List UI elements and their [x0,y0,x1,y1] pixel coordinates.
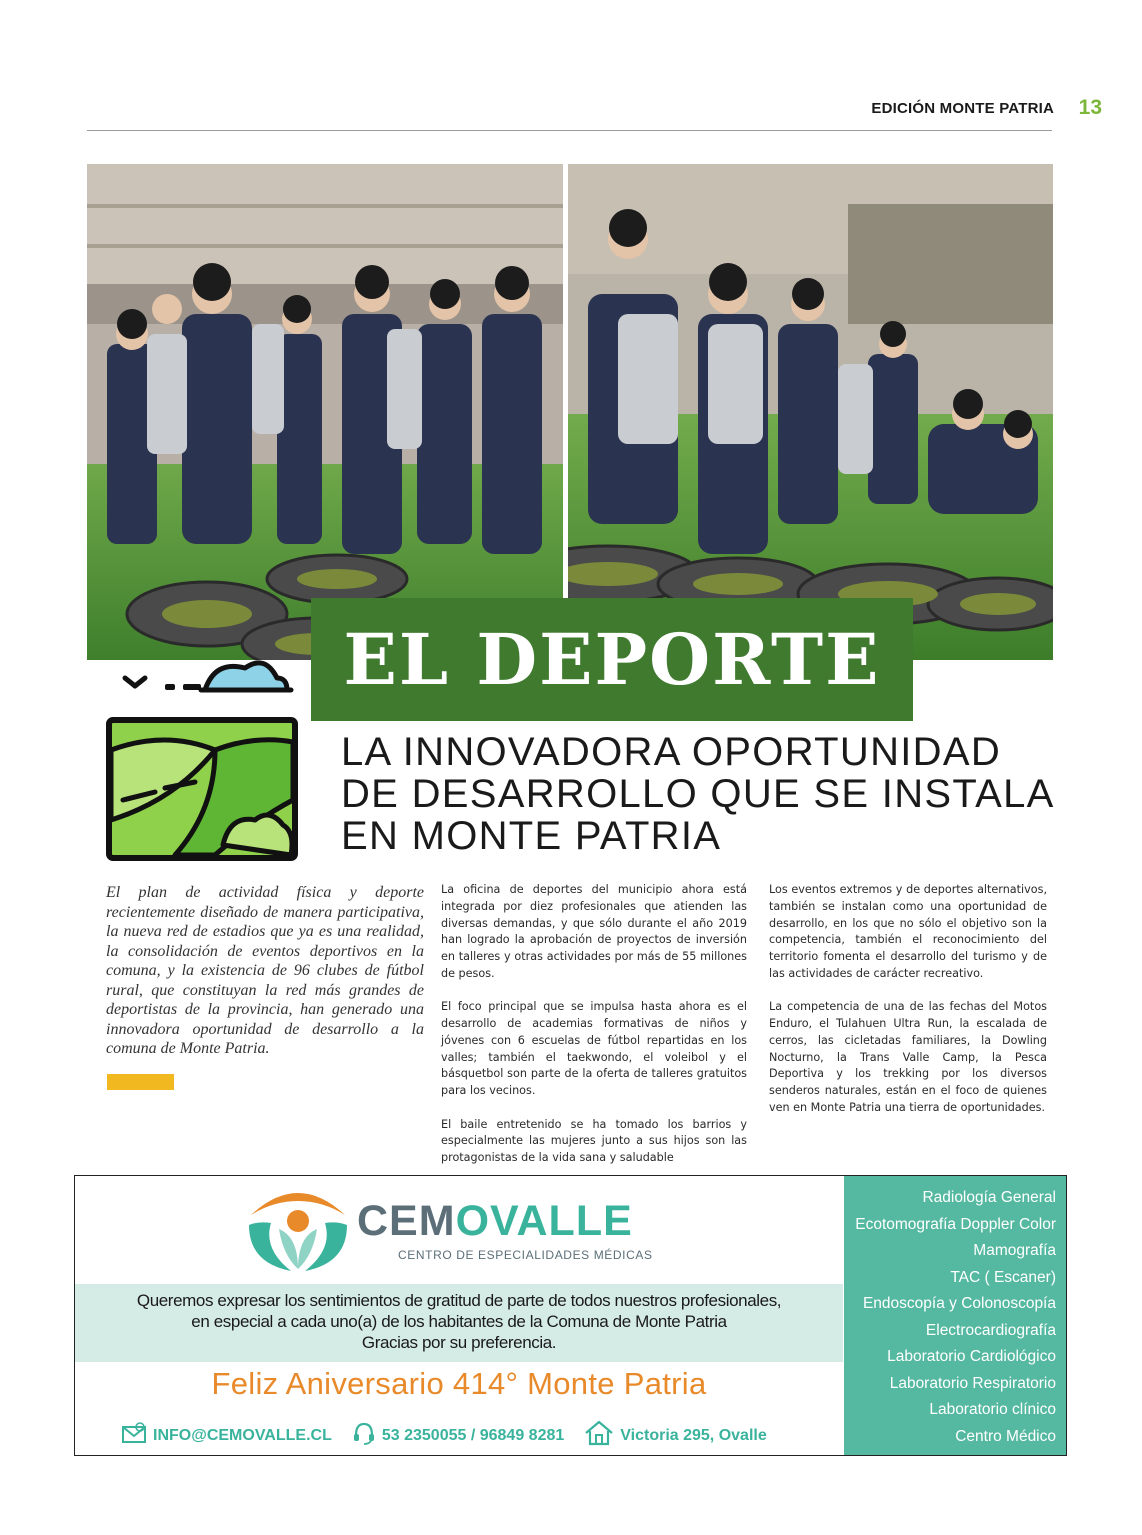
service-item: Laboratorio clínico [929,1401,1056,1418]
phone-contact[interactable] [352,1421,564,1450]
article-column-2 [441,882,747,1183]
landscape-icon [105,650,300,862]
service-item: Ecotomografía Doppler Color [855,1215,1056,1233]
edition-label: EDICIÓN MONTE PATRIA [871,100,1054,117]
services-list [844,1176,1066,1455]
brand-suffix: OVALLE [455,1197,633,1245]
paragraph: La oficina de deportes del municipio ahora está integrada por diez profesionales que atienden las diversas demandas, y que sólo durante el año 2019 han logrado la aprobación de proyectos de inversión en talleres y otras actividades por más de 55 millones de pesos. [441,883,747,980]
address-contact [584,1420,766,1451]
envelope-icon [121,1422,147,1449]
message-line-1: Queremos expresar los sentimientos de gratitud de parte de todos nuestros profesionales, [136,1291,782,1310]
service-item: Mamografía [973,1242,1056,1259]
photo-children-obstacle-course [87,164,563,660]
banner-title: EL DEPORTE [343,618,881,701]
accent-bar [107,1074,174,1090]
anniversary-text: Feliz Aniversario 414° Monte Patria [211,1366,707,1401]
gratitude-message [75,1284,843,1362]
phone-text: 53 2350055 / 96849 8281 [381,1426,565,1444]
brand-prefix: CEM [357,1197,456,1245]
message-line-3: Gracias por su preferencia. [361,1333,557,1352]
cemovalle-advertisement [74,1175,1067,1456]
paragraph: El foco principal que se impulsa hasta ahora es el desarrollo de academias formativas de niños y jóvenes con 6 escuelas de fútbol repartidas en los valles; también el taekwondo, el voleibol y el básquetbol son parte de la oferta de talleres gratuitos para los vecinos. [441,1000,747,1098]
intro-paragraph: El plan de actividad física y deporte recientemente diseñado de manera participativa, la nueva red de estadios que ya es una realidad, la consolidación de eventos deportivos en la comuna, y la existencia de 96 clubes de fútbol rural, que constituyan la red más grandes de deportistas de la provincia, han generado una innovadora oportunidad de desarrollo a la comuna de Monte Patria. [106,884,424,1057]
paragraph: Los eventos extremos y de deportes alternativos, también se instalan como una oportunidad de desarrollo, en los que no sólo el objetivo son la competencia, también el reconocimiento del territorio fomenta el desarrollo del turismo y de las actividades de carácter recreativo. [769,883,1047,980]
brand-name [357,1197,633,1246]
service-item: Endoscopía y Colonoscopía [862,1295,1056,1312]
page-number: 13 [1078,96,1102,119]
service-item: Radiología General [922,1189,1056,1206]
photo-children-tires [568,164,1053,660]
article-column-3 [769,882,1047,1133]
email-text: INFO@CEMOVALLE.CL [153,1426,332,1444]
paragraph: El baile entretenido se ha tomado los barrios y especialmente las mujeres junto a sus hijos son las protagonistas de la vida sana y saludable [441,1117,747,1165]
service-item: Laboratorio Cardiológico [887,1348,1056,1365]
cemovalle-logo-icon [243,1185,353,1275]
headline-line-1: LA INNOVADORA OPORTUNIDAD [341,730,1002,774]
headline [341,731,1061,857]
service-item: TAC ( Escaner) [950,1268,1056,1286]
service-item: Laboratorio Respiratorio [889,1374,1056,1392]
contact-row [121,1420,787,1451]
section-banner [311,598,913,721]
headline-line-3: EN MONTE PATRIA [341,814,722,858]
headline-line-2: DE DESARROLLO QUE SE INSTALA [341,772,1055,816]
service-item: Centro Médico [955,1427,1056,1445]
home-icon [584,1420,614,1451]
headset-icon [352,1421,376,1450]
service-item: Electrocardiografía [925,1321,1056,1339]
address-text: Victoria 295, Ovalle [620,1426,767,1444]
header-rule [87,130,1052,131]
brand-subtitle: CENTRO DE ESPECIALIDADES MÉDICAS [398,1248,653,1262]
message-line-2: en especial a cada uno(a) de los habitantes de la Comuna de Monte Patria [191,1312,727,1331]
paragraph: La competencia de una de las fechas del Motos Enduro, el Tulahuen Ultra Run, la escalada de cerros, las cicletadas familiares, la Dowling Nocturno, la Trans Valle Camp, la Pesca Deportiva y los trekking por los diversos senderos naturales, están en el foco de quienes ven en Monte Patria una tierra de oportunidades. [769,1000,1047,1115]
email-contact[interactable] [121,1422,332,1449]
